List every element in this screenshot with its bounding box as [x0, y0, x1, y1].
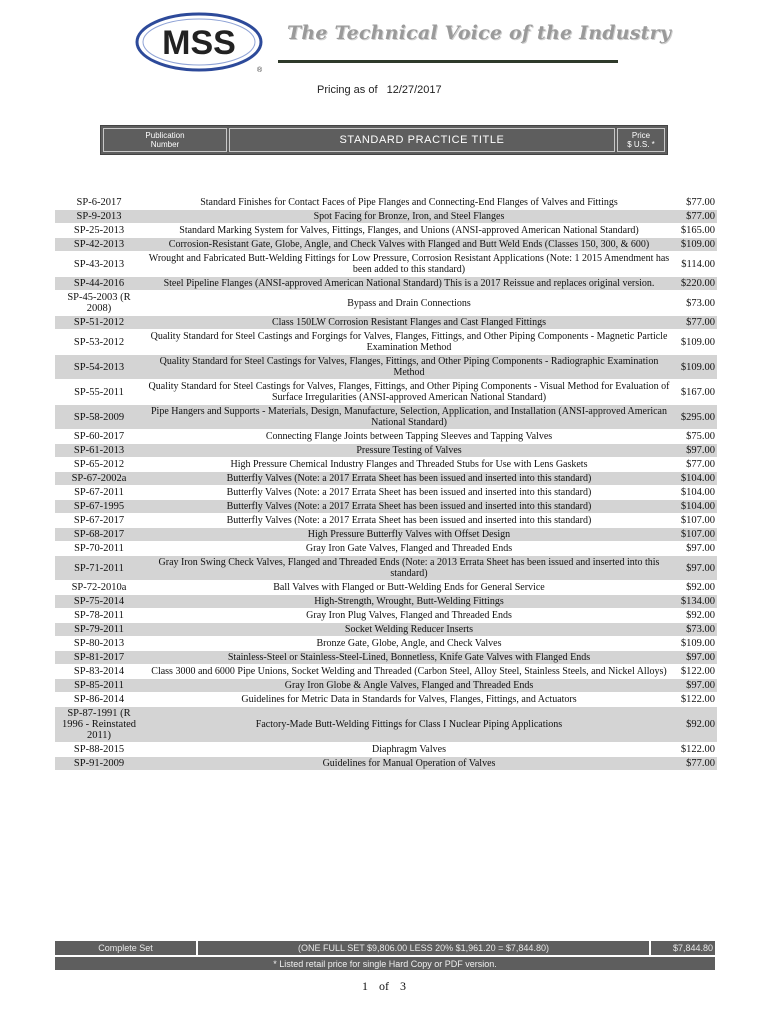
- mss-logo-graphic: [133, 10, 273, 74]
- standard-title: Standard Marking System for Valves, Fittings, Flanges, and Unions (ANSI-approved American National Standard): [179, 225, 639, 236]
- standard-price: $73.00: [675, 623, 717, 636]
- standard-title: Class 150LW Corrosion Resistant Flanges and Cast Flanged Fittings: [143, 316, 675, 329]
- complete-set-description: (ONE FULL SET $9,806.00 LESS 20% $1,961.20 = $7,844.80): [198, 941, 651, 955]
- publication-number: SP-51-2012: [55, 316, 143, 329]
- table-row: [55, 486, 717, 499]
- standard-price: $122.00: [680, 744, 715, 755]
- registered-mark: ®: [257, 67, 263, 74]
- standard-price: $165.00: [680, 225, 715, 236]
- table-row: [55, 277, 717, 290]
- publication-number: SP-85-2011: [55, 679, 143, 692]
- table-row: [55, 743, 717, 756]
- standard-price: $92.00: [675, 707, 717, 742]
- publication-number: SP-6-2017: [76, 197, 122, 208]
- table-row: [55, 380, 717, 404]
- standard-title: Butterfly Valves (Note: a 2017 Errata Sheet has been issued and inserted into this standard): [143, 472, 675, 485]
- price-note: * Listed retail price for single Hard Copy or PDF version.: [55, 957, 715, 970]
- table-row: [55, 651, 717, 664]
- standard-title: Corrosion-Resistant Gate, Globe, Angle, and Check Valves with Flanged and Butt Weld Ends (Classes 150, 300, & 600): [143, 238, 675, 251]
- column-title: STANDARD PRACTICE TITLE: [229, 128, 615, 152]
- table-row: [55, 472, 717, 485]
- publication-number: SP-67-1995: [55, 500, 143, 513]
- page-total: 3: [400, 979, 406, 993]
- publication-number: SP-61-2013: [55, 444, 143, 457]
- publication-number: SP-67-2017: [73, 515, 125, 526]
- standard-price: $77.00: [675, 757, 717, 770]
- column-price-line2: $ U.S. *: [627, 140, 655, 149]
- standard-price: $97.00: [675, 679, 717, 692]
- publication-number: SP-58-2009: [55, 405, 143, 429]
- standard-price: $295.00: [675, 405, 717, 429]
- standard-title: Socket Welding Reducer Inserts: [143, 623, 675, 636]
- standard-price: $107.00: [675, 528, 717, 541]
- standard-title: Pipe Hangers and Supports - Materials, Design, Manufacture, Selection, Application, and Installation (ANSI-approved American National Standard): [143, 405, 675, 429]
- standard-price: $122.00: [680, 666, 715, 677]
- publication-number: SP-75-2014: [55, 595, 143, 608]
- table-row: [55, 514, 717, 527]
- publication-number: SP-45-2003 (R 2008): [67, 292, 131, 314]
- standard-price: $77.00: [686, 459, 715, 470]
- standard-title: Bypass and Drain Connections: [347, 297, 471, 309]
- mss-logo: [133, 10, 273, 74]
- publication-number: SP-9-2013: [55, 210, 143, 223]
- standard-price: $104.00: [675, 472, 717, 485]
- table-row: [55, 693, 717, 706]
- standard-title: Wrought and Fabricated Butt-Welding Fittings for Low Pressure, Corrosion Resistant Applications (Note: 1 2015 Amendment has been added to this standard): [148, 253, 670, 275]
- publication-number: SP-44-2016: [55, 277, 143, 290]
- standard-price: $77.00: [686, 197, 715, 208]
- table-row: [55, 252, 717, 276]
- standard-price: $109.00: [675, 355, 717, 379]
- standard-title: High Pressure Chemical Industry Flanges and Threaded Stubs for Use with Lens Gaskets: [230, 459, 588, 470]
- standard-title: Standard Finishes for Contact Faces of Pipe Flanges and Connecting-End Flanges of Valves and Fittings: [200, 197, 618, 208]
- table-row: [55, 355, 717, 379]
- standard-price: $73.00: [686, 297, 715, 309]
- table-row: [55, 330, 717, 354]
- standard-price: $97.00: [675, 651, 717, 664]
- table-row: [55, 238, 717, 251]
- table-row: [55, 581, 717, 594]
- standard-title: Quality Standard for Steel Castings and Forgings for Valves, Flanges, Fittings, and Other Piping Components - Magnetic Particle Examination Method: [150, 331, 668, 353]
- table-row: [55, 542, 717, 555]
- complete-set-label: Complete Set: [55, 941, 198, 955]
- column-pub-line2: Number: [150, 140, 180, 149]
- standard-title: Gray Iron Globe & Angle Valves, Flanged and Threaded Ends: [143, 679, 675, 692]
- table-row: [55, 430, 717, 443]
- publication-number: SP-53-2012: [73, 336, 125, 348]
- publication-number: SP-43-2013: [73, 258, 125, 270]
- table-row: [55, 224, 717, 237]
- publication-number: SP-55-2011: [74, 386, 124, 398]
- table-row: [55, 528, 717, 541]
- table-row: [55, 609, 717, 622]
- pricing-label: Pricing as of: [317, 84, 378, 96]
- standard-price: $220.00: [675, 277, 717, 290]
- standard-title: Quality Standard for Steel Castings for Valves, Flanges, Fittings, and Other Piping Components - Radiographic Examination Method: [143, 355, 675, 379]
- standard-title: Connecting Flange Joints between Tapping Sleeves and Tapping Valves: [265, 431, 553, 442]
- standard-title: Diaphragm Valves: [372, 744, 446, 755]
- publication-number: SP-88-2015: [73, 744, 125, 755]
- standards-table-body: [55, 196, 717, 770]
- standard-price: $109.00: [675, 238, 717, 251]
- column-price-line1: Price: [631, 131, 651, 140]
- publication-number: SP-81-2017: [55, 651, 143, 664]
- standard-title: Guidelines for Metric Data in Standards for Valves, Flanges, Fittings, and Actuators: [241, 694, 577, 705]
- standard-title: Butterfly Valves (Note: a 2017 Errata Sheet has been issued and inserted into this standard): [143, 500, 675, 513]
- standard-price: $104.00: [680, 487, 715, 498]
- table-row: [55, 291, 717, 315]
- tagline: The Technical Voice of the Industry: [287, 22, 672, 44]
- standard-price: $109.00: [680, 336, 715, 348]
- standard-price: $107.00: [680, 515, 715, 526]
- standard-title: Guidelines for Manual Operation of Valves: [143, 757, 675, 770]
- logo-text: MSS: [162, 24, 236, 62]
- standard-title: Factory-Made Butt-Welding Fittings for Class I Nuclear Piping Applications: [143, 707, 675, 742]
- table-row: [55, 623, 717, 636]
- standard-title: Gray Iron Swing Check Valves, Flanged and Threaded Ends (Note: a 2013 Errata Sheet has been issued and inserted into this standard): [143, 556, 675, 580]
- table-row: [55, 665, 717, 678]
- standard-title: Bronze Gate, Globe, Angle, and Check Valves: [316, 638, 502, 649]
- standard-title: High Pressure Butterfly Valves with Offset Design: [143, 528, 675, 541]
- publication-number: SP-78-2011: [74, 610, 124, 621]
- table-row: [55, 679, 717, 692]
- standard-price: $92.00: [686, 610, 715, 621]
- publication-number: SP-91-2009: [55, 757, 143, 770]
- table-row: [55, 707, 717, 742]
- page-of: of: [379, 979, 389, 993]
- publication-number: SP-86-2014: [73, 694, 125, 705]
- complete-set-bar: [55, 941, 715, 955]
- standard-title: High-Strength, Wrought, Butt-Welding Fittings: [143, 595, 675, 608]
- standard-title: Quality Standard for Steel Castings for Valves, Flanges, Fittings, and Other Piping Components - Visual Method for Evaluation of Surface Irregularities (ANSI-approved American National Standard): [148, 381, 670, 403]
- table-row: [55, 595, 717, 608]
- publication-number: SP-42-2013: [55, 238, 143, 251]
- publication-number: SP-25-2013: [73, 225, 125, 236]
- standard-price: $77.00: [675, 316, 717, 329]
- publication-number: SP-83-2014: [73, 666, 125, 677]
- table-row: [55, 757, 717, 770]
- publication-number: SP-67-2002a: [55, 472, 143, 485]
- publication-number: SP-71-2011: [55, 556, 143, 580]
- standard-price: $122.00: [680, 694, 715, 705]
- publication-number: SP-54-2013: [55, 355, 143, 379]
- standard-price: $97.00: [675, 444, 717, 457]
- publication-number: SP-68-2017: [55, 528, 143, 541]
- table-row: [55, 500, 717, 513]
- page-indicator: [0, 979, 768, 994]
- standard-price: $97.00: [686, 543, 715, 554]
- standard-title: Spot Facing for Bronze, Iron, and Steel Flanges: [143, 210, 675, 223]
- standard-price: $75.00: [686, 431, 715, 442]
- standard-title: Ball Valves with Flanged or Butt-Welding Ends for General Service: [273, 582, 545, 593]
- publication-number: SP-87-1991 (R 1996 - Reinstated 2011): [55, 707, 143, 742]
- table-row: [55, 556, 717, 580]
- publication-number: SP-80-2013: [73, 638, 125, 649]
- table-row: [55, 405, 717, 429]
- publication-number: SP-65-2012: [73, 459, 125, 470]
- standard-title: Butterfly Valves (Note: a 2017 Errata Sheet has been issued and inserted into this standard): [226, 515, 592, 526]
- page-current: 1: [362, 979, 368, 993]
- column-pub-line1: Publication: [145, 131, 185, 140]
- standards-table: [55, 195, 717, 771]
- complete-set-total: $7,844.80: [672, 943, 713, 953]
- table-row: [55, 458, 717, 471]
- pricing-date-line: [317, 84, 448, 96]
- standard-title: Pressure Testing of Valves: [143, 444, 675, 457]
- publication-number: SP-79-2011: [55, 623, 143, 636]
- standard-price: $134.00: [675, 595, 717, 608]
- pricing-date: 12/27/2017: [386, 84, 442, 96]
- standard-title: Butterfly Valves (Note: a 2017 Errata Sheet has been issued and inserted into this standard): [226, 487, 592, 498]
- standard-title: Gray Iron Gate Valves, Flanged and Threaded Ends: [305, 543, 513, 554]
- standard-price: $92.00: [686, 582, 715, 593]
- table-row: [55, 444, 717, 457]
- standard-price: $109.00: [680, 638, 715, 649]
- column-publication-number: [103, 128, 227, 152]
- standard-title: Steel Pipeline Flanges (ANSI-approved American National Standard) This is a 2017 Reissue and replaces original version.: [143, 277, 675, 290]
- standard-price: $114.00: [681, 258, 715, 270]
- tagline-rule: [278, 60, 618, 63]
- table-header: [100, 125, 668, 155]
- standard-title: Stainless-Steel or Stainless-Steel-Lined, Bonnetless, Knife Gate Valves with Flanged Ends: [143, 651, 675, 664]
- standard-price: $77.00: [675, 210, 717, 223]
- standard-title: Gray Iron Plug Valves, Flanged and Threaded Ends: [306, 610, 512, 621]
- publication-number: SP-67-2011: [74, 487, 124, 498]
- standard-price: $97.00: [675, 556, 717, 580]
- publication-number: SP-72-2010a: [71, 582, 127, 593]
- publication-number: SP-70-2011: [74, 543, 124, 554]
- publication-number: SP-60-2017: [73, 431, 125, 442]
- table-row: [55, 316, 717, 329]
- standard-title: Class 3000 and 6000 Pipe Unions, Socket Welding and Threaded (Carbon Steel, Alloy Steel, Stainless Steels, and Nickel Alloys): [151, 666, 667, 677]
- table-row: [55, 196, 717, 209]
- table-row: [55, 210, 717, 223]
- column-price: [617, 128, 665, 152]
- standard-price: $104.00: [675, 500, 717, 513]
- standard-price: $167.00: [680, 386, 715, 398]
- table-row: [55, 637, 717, 650]
